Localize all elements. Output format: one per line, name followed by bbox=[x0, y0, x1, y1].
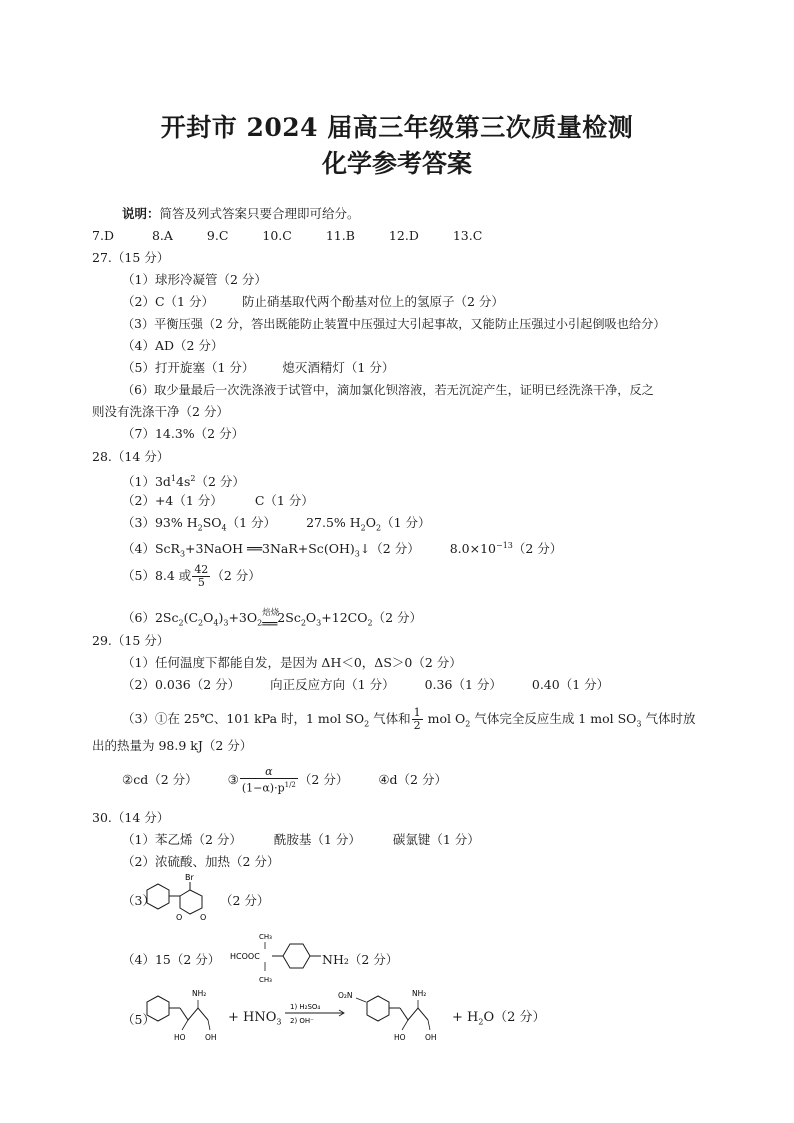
doc-title-line2: 化学参考答案 bbox=[321, 149, 472, 178]
oh-label: OH bbox=[205, 1033, 217, 1042]
q28-6: $(6)2Sc_2(C_2O_4)_3+3O_2$ 焙烧 $══2Sc_2O_3+12CO_2(2$ 分） bbox=[122, 607, 422, 631]
q30-4-score: NH₂（2 分） bbox=[322, 952, 399, 967]
q27-6b: 则没有洗涤干净（2 分） bbox=[92, 404, 229, 419]
nh2-label-2: NH₂ bbox=[412, 989, 427, 998]
q29-2: （2）0.036（2 分） 向正反应方向（1 分） 0.36（1 分） 0.40（1 分） bbox=[122, 677, 610, 692]
q29-3a: （3）①在 25℃、101 kPa 时，1 mol $SO_2$ 气体和 $\frac{1}{2}$ mol $O_2$ 气体完全反应生成 1 mol $SO_3$ 气体时放 bbox=[122, 706, 696, 732]
ch3-top: CH₃ bbox=[259, 933, 272, 941]
q27-head: 27.（15 分） bbox=[92, 250, 170, 265]
q30-3-score: （2 分） bbox=[220, 893, 270, 908]
q27-1: （1）球形冷凝管（2 分） bbox=[122, 272, 267, 287]
q30-5-water: + $H_2O(2$ 分） bbox=[452, 1010, 546, 1027]
note: 说明：简答及列式答案只要合理即可给分。 bbox=[122, 206, 360, 221]
structure-q30-5-product bbox=[338, 984, 450, 1046]
q27-5: （5）打开旋塞（1 分） 熄灭酒精灯（1 分） bbox=[122, 360, 395, 375]
q29-3b: 出的热量为 98.9 kJ（2 分） bbox=[92, 738, 253, 753]
nh2-label: NH₂ bbox=[192, 989, 207, 998]
q29-head: 29.（15 分） bbox=[92, 633, 170, 648]
q28-5: （5）8.4 或 $\frac{42}{5}$ （2 分） bbox=[122, 563, 261, 589]
q30-1: （1）苯乙烯（2 分） 酰胺基（1 分） 碳氯键（1 分） bbox=[122, 832, 480, 847]
q27-4: （4）AD（2 分） bbox=[122, 338, 224, 353]
q27-3: （3）平衡压强（2 分，答出既能防止装置中压强过大引起事故，又能防止压强过小引起倒吸也给分） bbox=[122, 317, 666, 331]
hcooc-label: HCOOC bbox=[230, 952, 260, 961]
q27-2: （2）C（1 分） 防止硝基取代两个酚基对位上的氢原子（2 分） bbox=[122, 294, 504, 309]
q27-7: （7）14.3%（2 分） bbox=[122, 426, 245, 441]
o-label-1: O bbox=[176, 913, 183, 922]
q28-head: 28.（14 分） bbox=[92, 449, 170, 464]
q30-head: 30.（14 分） bbox=[92, 810, 170, 825]
cond-2: 2) OH⁻ bbox=[290, 1017, 314, 1025]
o-label-2: O bbox=[200, 913, 207, 922]
choice-answers: 7.D 8.A 9.C 10.C 11.B 12.D 13.C bbox=[92, 228, 483, 243]
q28-3: （3）93% $H_2SO_4(1$ 分） 27.5% $H_2O_2(1$ 分） bbox=[122, 515, 431, 533]
br-label: Br bbox=[185, 873, 194, 882]
q28-1: $(1)3d^14s^2(2$ 分） bbox=[122, 474, 245, 490]
q27-6a: （6）取少量最后一次洗涤液于试管中，滴加氯化钡溶液，若无沉淀产生，证明已经洗涤干净，反之 bbox=[122, 383, 654, 397]
q30-5-label: （5） bbox=[122, 1012, 155, 1027]
doc-title-line1: 开封市 2024 届高三年级第三次质量检测 bbox=[160, 113, 634, 142]
structure-q30-4 bbox=[225, 928, 325, 984]
q30-3-label: （3） bbox=[122, 893, 155, 908]
structure-q30-5-reactant bbox=[142, 984, 227, 1046]
q28-2: （2）+4（1 分） C（1 分） bbox=[122, 493, 314, 508]
q30-5-hno3: + $HNO_3$ bbox=[228, 1010, 282, 1027]
q30-4-label: （4）15（2 分） bbox=[122, 952, 221, 967]
cond-1: 1) H₂SO₄ bbox=[290, 1003, 321, 1011]
q28-4: （4）ScR$_3$+3NaOH $══3NaR+Sc(OH)_3↓(2$ 分） $8.0\times 10^{-13}(2$ 分） bbox=[122, 541, 563, 559]
ho-label-2: HO bbox=[394, 1033, 406, 1042]
o2n-label: O₂N bbox=[338, 991, 353, 1000]
oh-label-2: OH bbox=[425, 1033, 437, 1042]
ho-label: HO bbox=[174, 1033, 186, 1042]
q29-4: ②cd（2 分） ③ $\frac{\alpha}{(1-\alpha)\cdot p^{1/2}}$ （2 分） ④d（2 分） bbox=[122, 765, 447, 795]
q30-2: （2）浓硫酸、加热（2 分） bbox=[122, 854, 280, 869]
structure-q30-3 bbox=[140, 870, 220, 928]
ch3-bottom: CH₃ bbox=[259, 976, 272, 984]
q29-1: （1）任何温度下都能自发，是因为 ΔH＜0，ΔS＞0（2 分） bbox=[122, 655, 462, 670]
